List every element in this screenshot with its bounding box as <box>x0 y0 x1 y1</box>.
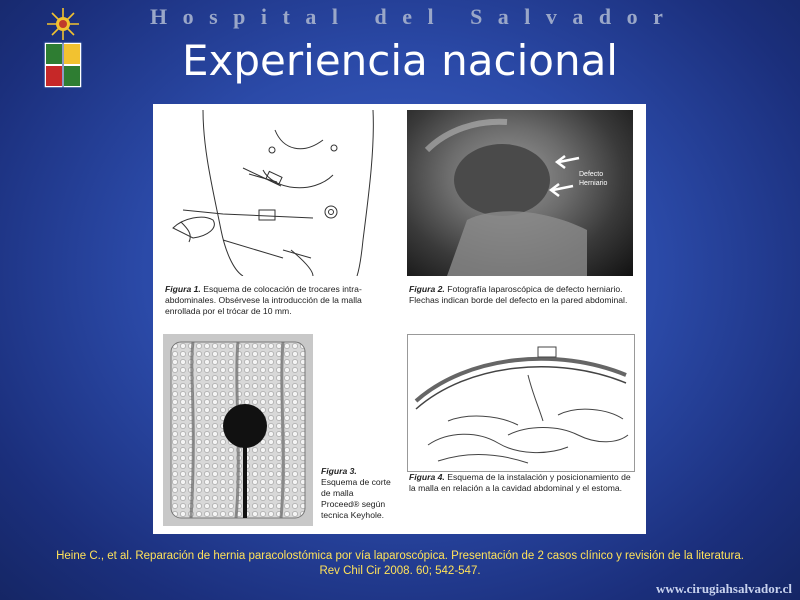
figure-4-label: Figura 4. <box>409 472 445 482</box>
figure-1-label: Figura 1. <box>165 284 201 294</box>
figure-3-text: Esquema de corte de malla Proceed® según tecnica Keyhole. <box>321 477 391 520</box>
reference-line-2: Rev Chil Cir 2008. 60; 542-547. <box>319 565 481 577</box>
defect-annotation-line1: Defecto <box>579 171 604 178</box>
reference-citation <box>20 549 780 579</box>
figure-2-label: Figura 2. <box>409 284 445 294</box>
figure-4-text: Esquema de la instalación y posicionamiento de la malla en relación a la cavidad abdominal y el estoma. <box>409 472 631 493</box>
website-link[interactable]: www.cirugiahsalvador.cl <box>655 581 792 596</box>
figure-3-label: Figura 3. <box>321 466 357 476</box>
reference-line-1: Heine C., et al. Reparación de hernia paracolostómica por vía laparoscópica. Presentación de 2 casos clínico y revisión de la literatura. <box>56 550 744 562</box>
institution-name: Hospital del Salvador <box>150 4 679 29</box>
figure-3-photo <box>163 334 313 526</box>
figure-3-caption <box>321 466 391 521</box>
figure-1-drawing <box>163 110 389 276</box>
figure-4-caption <box>409 472 639 494</box>
slide-title: Experiencia nacional <box>182 36 618 85</box>
figure-1-text: Esquema de colocación de trocares intra-abdominales. Obsérvese la introducción de la malla enrollada por el trócar de 10 mm. <box>165 284 362 316</box>
figure-2-caption <box>409 284 635 306</box>
figure-2-photo <box>407 110 633 276</box>
figure-2-text: Fotografía laparoscópica de defecto herniario. Flechas indican borde del defecto en la pared abdominal. <box>409 284 628 305</box>
figure-1-caption <box>165 284 389 317</box>
figure-4-drawing <box>407 334 635 472</box>
figure-panel <box>153 104 646 534</box>
defect-annotation-line2: Herniario <box>579 180 608 187</box>
